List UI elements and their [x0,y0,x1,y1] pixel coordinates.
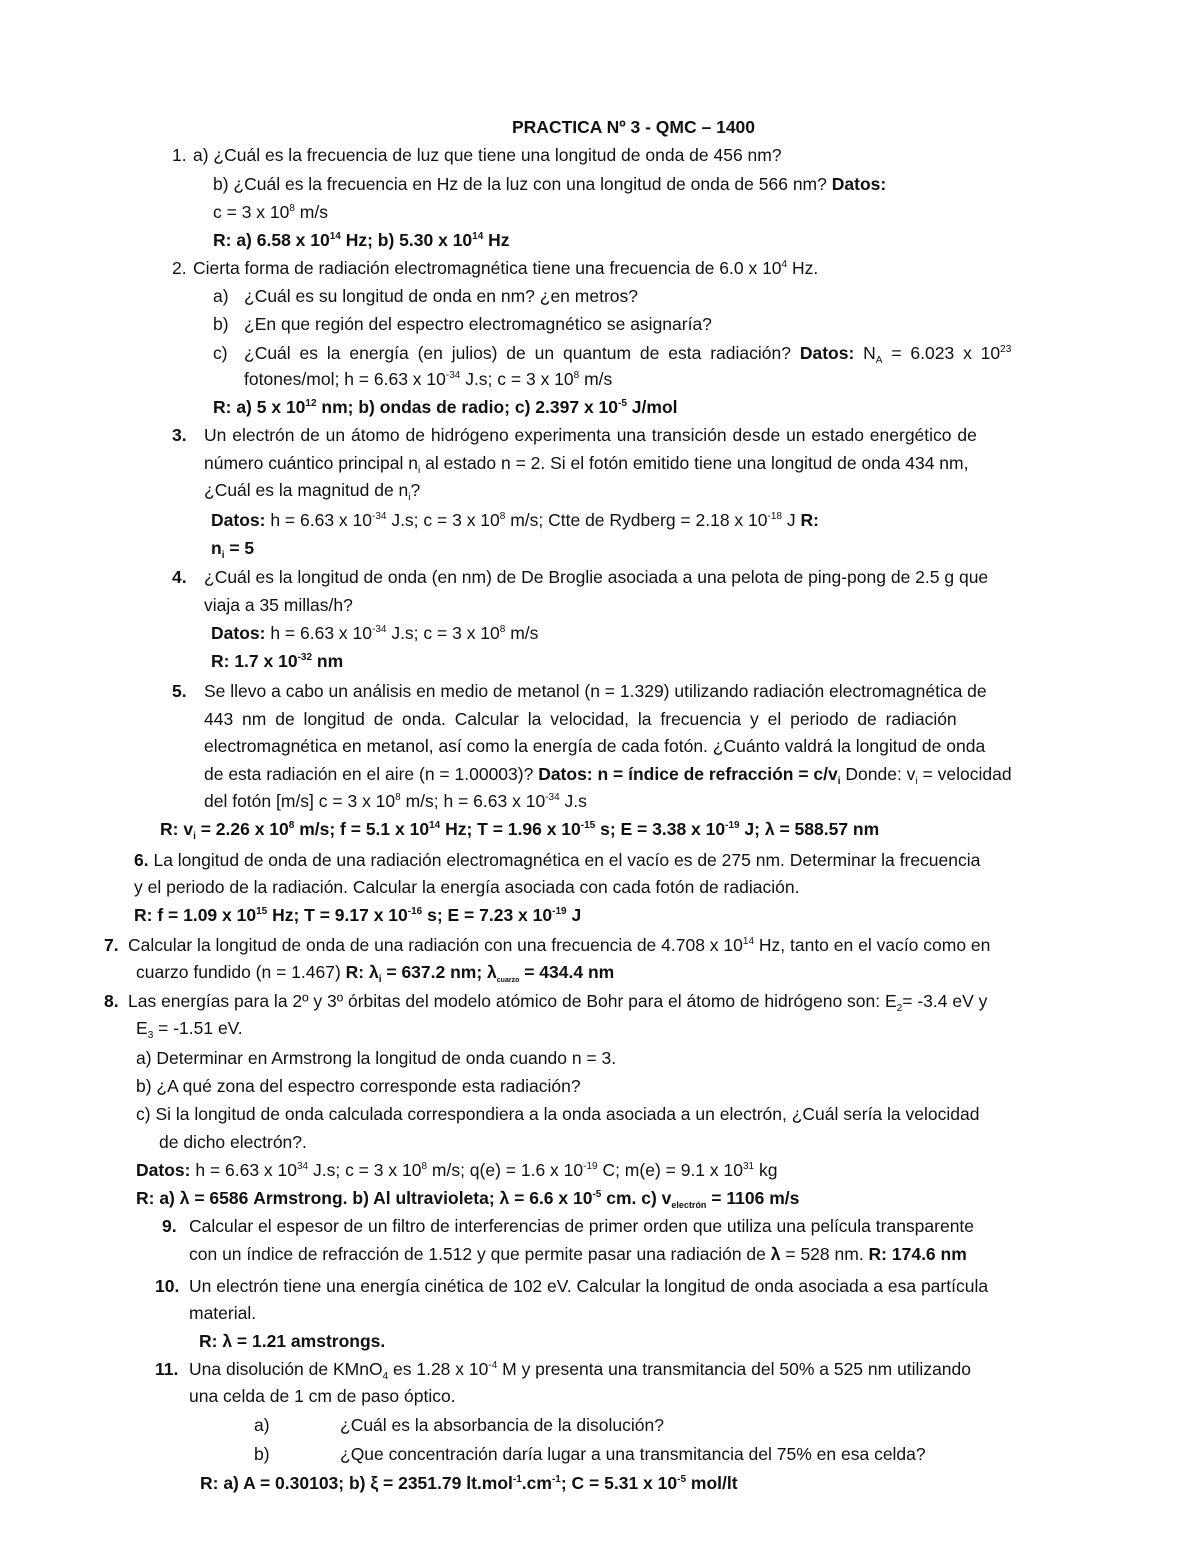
question-11a-label: a) [254,1415,270,1435]
answer-part: R: a) 6.58 x 10 [213,230,330,250]
data-value: m/s; q(e) = 1.6 x 10 [427,1160,584,1180]
question-8-line-2 [136,1017,243,1039]
question-10-number: 10. [155,1276,180,1296]
answer-part: = 1106 m/s [706,1188,800,1208]
question-5-line-5 [204,790,587,812]
question-8-data [136,1159,777,1181]
question-3-line-1: Un electrón de un átomo de hidrógeno experimenta una transición desde un estado energético de [204,425,977,445]
data-value: m/s; Ctte de Rydberg = 2.18 x 10 [505,510,768,530]
answer-part: J; λ = 588.57 nm [739,819,880,839]
text: La longitud de onda de una radiación electromagnética en el vacío es de 275 nm. Determinar la frecuencia [148,850,981,870]
answer-label: R: [800,510,819,530]
answer-part: R: 174.6 nm [868,1244,967,1264]
exponent: 8 [395,792,401,803]
exponent: 8 [499,511,506,522]
text: al estado n = 2. Si el fotón emitido tiene una longitud de onda 434 nm, [420,453,969,473]
exponent: 14 [472,231,484,242]
question-2-stem [193,257,818,279]
text: J.s [559,791,587,811]
answer-part: R: a) A = 0.30103; b) ξ = 2351.79 lt.mol [200,1473,513,1493]
datos-label: Datos: [831,174,887,194]
text: cuarzo fundido (n = 1.467) [136,962,346,982]
question-11-line-1 [189,1358,971,1380]
question-10-line-1: Un electrón tiene una energía cinética de 102 eV. Calcular la longitud de onda asociada a esa partícula [189,1276,989,1296]
datos-label: Datos: [136,1160,191,1180]
exponent: 12 [305,398,317,409]
exponent: 14 [429,820,441,831]
text: Calcular la longitud de onda de una radiación con una frecuencia de 4.708 x 10 [128,935,743,955]
question-3-number: 3. [172,425,187,445]
question-1b-line [213,173,886,195]
question-4-answer [211,650,343,672]
question-2-data-line [244,368,612,390]
exponent: -5 [618,398,627,409]
question-5-line-4 [204,763,1012,785]
question-9-line-2 [189,1243,967,1265]
question-8c-text-1: c) Si la longitud de onda calculada correspondiera a la onda asociada a un electrón, ¿Cuál sería la velocidad [136,1104,980,1124]
text: = -3.4 eV y [902,991,988,1011]
question-4-data [211,622,538,644]
question-4-line-1: ¿Cuál es la longitud de onda (en nm) de De Broglie asociada a una pelota de ping-pong de 2.5 g que [204,567,989,587]
answer-part: J [566,905,582,925]
page-title: PRACTICA Nº 3 - QMC – 1400 [512,117,756,137]
text: Donde: v [840,764,916,784]
question-1-answer [213,229,510,251]
question-6-line-1 [134,849,980,871]
question-6-answer [134,904,581,926]
exponent: 4 [781,259,788,270]
data-value: h = 6.63 x 10 [265,623,372,643]
question-11a-text: ¿Cuál es la absorbancia de la disolución? [340,1415,664,1435]
answer-part: .cm [521,1473,552,1493]
text: con un índice de refracción de 1.512 y que permite pasar una radiación de [189,1244,771,1264]
answer-part: mol/lt [686,1473,738,1493]
text: de esta radiación en el aire (n = 1.00003)? [204,764,534,784]
exponent: 8 [421,1161,428,1172]
exponent: -16 [407,906,423,917]
question-5-line-3: electromagnética en metanol, así como la energía de cada fotón. ¿Cuánto valdrá la longitud de onda [204,736,986,756]
data-value: J.s; c = 3 x 10 [308,1160,422,1180]
subscript: i [418,465,421,476]
subscript: cuarzo [496,977,520,984]
exponent: -32 [297,652,313,663]
exponent: -18 [767,511,782,522]
question-2-number: 2. [172,258,187,278]
subscript: 3 [147,1030,154,1041]
question-1a-text: a) ¿Cuál es la frecuencia de luz que tiene una longitud de onda de 456 nm? [193,145,782,165]
text: m/s; h = 6.63 x 10 [400,791,546,811]
text: Las energías para la 2º y 3º órbitas del modelo atómico de Bohr para el átomo de hidrógeno son: E [128,991,897,1011]
question-3-data [211,509,819,531]
data-value: fotones/mol; h = 6.63 x 10 [244,369,446,389]
text: Hz, tanto en el vacío como en [754,935,991,955]
text: ¿Cuál es la magnitud de n [204,480,409,500]
exponent: 8 [499,624,506,635]
answer-part: R: a) λ = 6586 Armstrong. b) Al ultravioleta; λ = 6.6 x 10 [136,1188,593,1208]
question-11-number: 11. [155,1359,179,1379]
exponent: -5 [677,1474,687,1485]
subscript: A [875,355,883,366]
question-4-line-2: viaja a 35 millas/h? [204,595,353,615]
exponent: -34 [372,511,387,522]
text: Una disolución de KMnO [189,1359,383,1379]
data-value: = 6.023 x 10 [882,343,1001,363]
data-value: C; m(e) = 9.1 x 10 [597,1160,743,1180]
datos-label: Datos: [799,343,855,363]
text: es 1.28 x 10 [388,1359,489,1379]
question-8b-text: b) ¿A qué zona del espectro corresponde esta radiación? [136,1076,581,1096]
data-value: h = 6.63 x 10 [265,510,372,530]
exponent: 31 [742,1161,755,1172]
question-10-answer: R: λ = 1.21 amstrongs. [199,1331,386,1351]
answer-part: s; E = 3.38 x 10 [595,819,726,839]
question-2a-label: a) [213,286,229,306]
data-value: J [781,510,801,530]
answer-part: Hz [483,230,510,250]
answer-part: R: f = 1.09 x 10 [134,905,257,925]
exponent: -34 [445,370,461,381]
question-8c-text-2: de dicho electrón?. [159,1132,307,1152]
answer-part: = 5 [224,538,255,558]
answer-part: Hz; b) 5.30 x 10 [340,230,473,250]
exponent: -19 [583,1161,598,1172]
subscript: i [378,974,382,985]
exponent: 23 [1000,344,1012,355]
answer-part: J/mol [626,397,678,417]
exponent: 15 [256,906,268,917]
answer-part: nm [312,651,344,671]
data-value: m/s [579,369,613,389]
answer-part: s; E = 7.23 x 10 [422,905,553,925]
question-2-answer [213,396,678,418]
question-2b-text: ¿En que región del espectro electromagnético se asignaría? [244,314,712,334]
exponent: -34 [545,792,560,803]
question-7-line-1 [128,934,990,956]
answer-part: = 2.26 x 10 [195,819,289,839]
answer-part: m/s; f = 5.1 x 10 [294,819,430,839]
exponent: 8 [289,203,295,214]
data-value: m/s [505,623,539,643]
answer-part: = 637.2 nm; λ [381,962,497,982]
exponent: -34 [372,624,387,635]
answer-part: Hz; T = 1.96 x 10 [440,819,581,839]
question-7-number: 7. [104,935,119,955]
subscript: i [193,831,196,842]
exponent: 14 [329,231,341,242]
question-5-number: 5. [172,681,187,701]
question-11b-label: b) [254,1444,270,1464]
question-9-line-1: Calcular el espesor de un filtro de interferencias de primer orden que utiliza una película transparente [189,1216,975,1236]
text: ? [410,480,421,500]
exponent: -5 [592,1189,602,1200]
question-3-line-2 [204,452,968,474]
question-2a-text: ¿Cuál es su longitud de onda en nm? ¿en metros? [244,286,638,306]
answer-part: R: v [160,819,194,839]
question-5-answer [160,818,879,840]
answer-part: ; C = 5.31 x 10 [560,1473,678,1493]
exponent: -15 [580,820,596,831]
subscript: 2 [896,1003,903,1014]
unit: m/s [294,202,328,222]
question-8a-text: a) Determinar en Armstrong la longitud de onda cuando n = 3. [136,1048,617,1068]
text: = 528 nm. [780,1244,869,1264]
question-11-answer [200,1472,738,1494]
question-3-answer [211,537,254,559]
subscript: i [408,492,411,503]
question-1b-text: b) ¿Cuál es la frecuencia en Hz de la luz con una longitud de onda de 566 nm? [213,174,827,194]
exponent: 34 [297,1161,309,1172]
answer-part: n [211,538,222,558]
stem-text: Cierta forma de radiación electromagnética tiene una frecuencia de 6.0 x 10 [193,258,782,278]
exponent: -4 [488,1360,498,1371]
text: = velocidad [917,764,1012,784]
datos-label: Datos: [211,623,266,643]
question-2c-line [244,342,1011,364]
question-3-line-3 [204,479,420,501]
datos-label: Datos: [211,510,266,530]
question-11-line-2: una celda de 1 cm de paso óptico. [189,1386,456,1406]
question-8-number: 8. [104,991,119,1011]
answer-part: R: λ [345,962,379,982]
question-8-line-1 [128,990,987,1012]
answer-part: Hz; T = 9.17 x 10 [267,905,408,925]
data-value: kg [754,1160,778,1180]
question-10-line-2: material. [189,1303,257,1323]
answer-part: cm. c) v [601,1188,672,1208]
data-value: J.s; c = 3 x 10 [386,510,500,530]
data-value: h = 6.63 x 10 [190,1160,297,1180]
subscript: 4 [382,1371,389,1382]
text: = -1.51 eV. [153,1018,243,1038]
stem-text: Hz. [787,258,819,278]
data-c: c = 3 x 10 [213,202,290,222]
question-1-number: 1. [172,145,187,165]
text: número cuántico principal n [204,453,419,473]
subscript: i [915,776,918,787]
answer-part: R: 1.7 x 10 [211,651,298,671]
question-7-line-2 [136,961,614,983]
text: M y presenta una transmitancia del 50% a 525 nm utilizando [497,1359,972,1379]
question-2c-text: ¿Cuál es la energía (en julios) de un quantum de esta radiación? [244,343,791,363]
question-11b-text: ¿Que concentración daría lugar a una transmitancia del 75% en esa celda? [340,1444,926,1464]
question-1-data [213,201,328,223]
exponent: 14 [742,936,755,947]
answer-part: R: a) 5 x 10 [213,397,306,417]
subscript: i [837,776,841,787]
exponent: -19 [725,820,740,831]
exponent: -1 [551,1474,561,1485]
question-8-answer [136,1187,799,1209]
question-9-number: 9. [162,1216,177,1236]
question-5-line-1: Se llevo a cabo un análisis en medio de metanol (n = 1.329) utilizando radiación electromagnética de [204,681,987,701]
text: E [136,1018,148,1038]
lambda-symbol: λ [770,1244,781,1264]
exponent: 8 [288,820,295,831]
data-na: N [863,343,876,363]
question-2c-label: c) [213,343,228,363]
datos-label: Datos: n = índice de refracción = c/v [533,764,838,784]
subscript: electrón [671,1200,707,1210]
exponent: 8 [573,370,580,381]
exponent: -19 [552,906,567,917]
question-6-number: 6. [134,850,149,870]
exponent: -1 [512,1474,522,1485]
data-value: J.s; c = 3 x 10 [460,369,574,389]
answer-part: nm; b) ondas de radio; c) 2.397 x 10 [316,397,619,417]
question-2b-label: b) [213,314,229,334]
text: del fotón [m/s] c = 3 x 10 [204,791,396,811]
question-4-number: 4. [172,567,187,587]
subscript: i [221,550,225,561]
answer-part: = 434.4 nm [519,962,615,982]
question-5-line-2: 443 nm de longitud de onda. Calcular la velocidad, la frecuencia y el periodo de radiación [204,709,957,729]
question-6-line-2: y el periodo de la radiación. Calcular la energía asociada con cada fotón de radiación. [134,877,800,897]
data-value: J.s; c = 3 x 10 [386,623,500,643]
